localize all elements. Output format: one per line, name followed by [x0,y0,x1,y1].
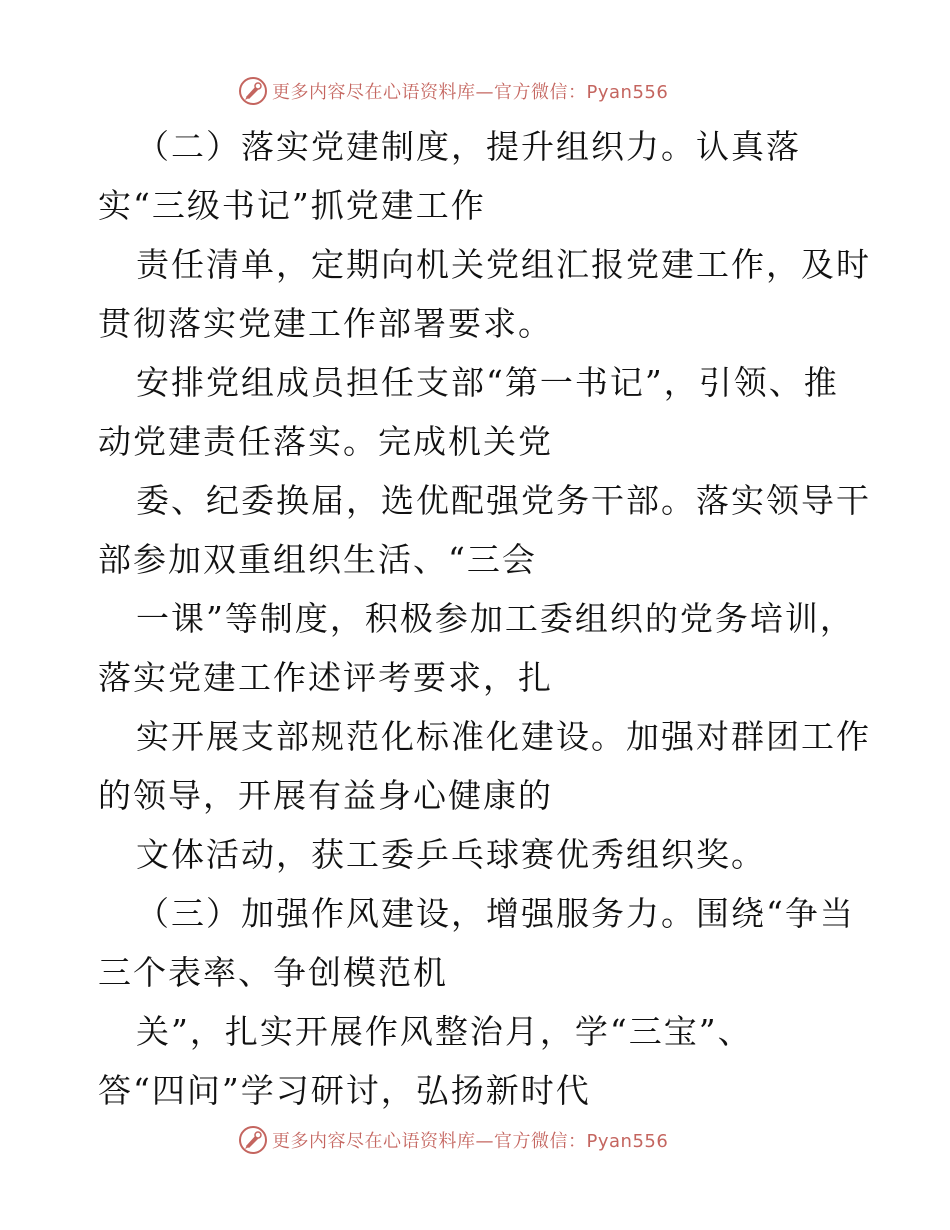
watermark-text: 更多内容尽在心语资料库—官方微信：Pyan556 [272,82,669,103]
paragraph-line: 文体活动，获工委乒乓球赛优秀组织奖。 [136,835,766,874]
paragraph-line: 贯彻落实党建工作部署要求。 [98,304,553,343]
paragraph-line: 落实党建工作述评考要求，扎 [98,658,553,697]
body-text [98,124,871,1127]
pen-logo-icon [238,1125,268,1155]
footer-watermark [238,1124,738,1156]
paragraph-line: 实开展支部规范化标准化建设。加强对群团工作 [136,717,871,756]
paragraph-line: 部参加双重组织生活、“三会 [98,540,537,579]
header-watermark [238,75,738,107]
paragraph-line: 责任清单，定期向机关党组汇报党建工作，及时 [136,245,871,284]
paragraph-line: 答“四问”学习研讨，弘扬新时代 [98,1071,591,1110]
paragraph-line: 实“三级书记”抓党建工作 [98,186,486,225]
paragraph-line: 三个表率、争创模范机 [98,953,448,992]
paragraph-line: （二）落实党建制度，提升组织力。认真落 [136,127,801,166]
watermark-text: 更多内容尽在心语资料库—官方微信：Pyan556 [272,1131,669,1152]
paragraph-line: 动党建责任落实。完成机关党 [98,422,553,461]
paragraph-line: 的领导，开展有益身心健康的 [98,776,553,815]
pen-logo-icon [238,76,268,106]
paragraph-line: 一课”等制度，积极参加工委组织的党务培训， [136,599,855,638]
paragraph-line: 关”，扎实开展作风整治月，学“三宝”、 [136,1012,753,1051]
paragraph-line: 安排党组成员担任支部“第一书记”，引领、推 [136,363,839,402]
paragraph-line: （三）加强作风建设，增强服务力。围绕“争当 [136,894,855,933]
paragraph-line: 委、纪委换届，选优配强党务干部。落实领导干 [136,481,871,520]
